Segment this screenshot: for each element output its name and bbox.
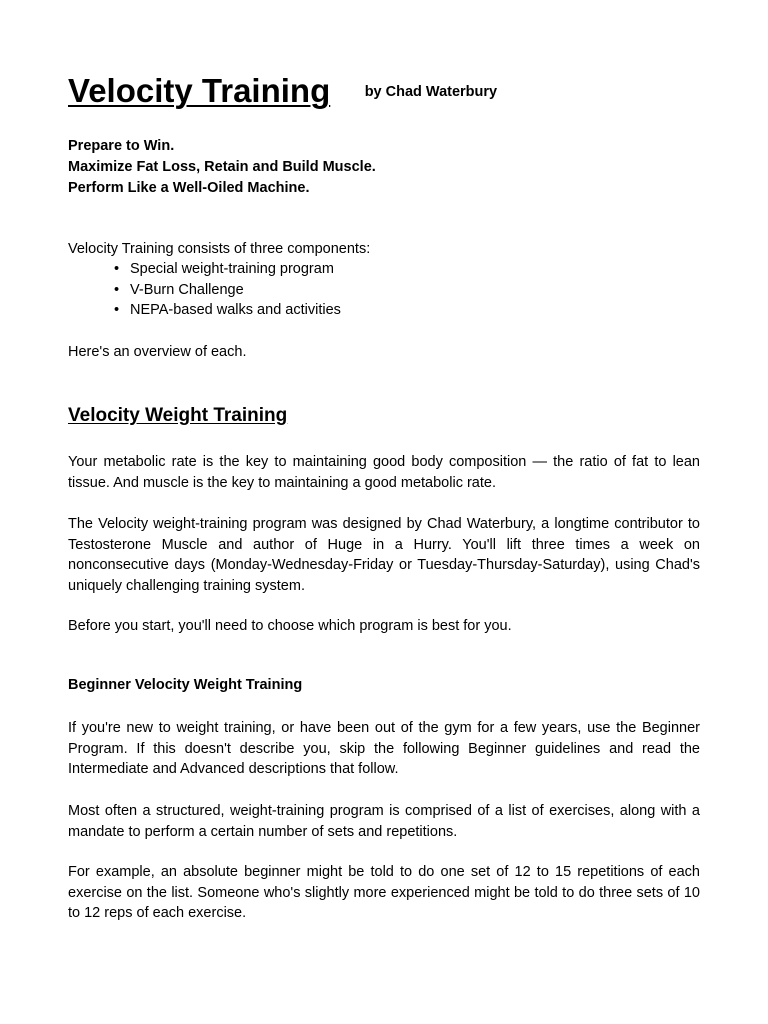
title-row bbox=[68, 72, 497, 110]
body-paragraph: If you're new to weight training, or have been out of the gym for a few years, use the Beginner Program. If this doesn't describe you, skip the following Beginner guidelines and read the Intermediate and Advanced descriptions that follow. bbox=[68, 720, 700, 778]
components-list bbox=[68, 259, 341, 321]
body-paragraph: Most often a structured, weight-training program is comprised of a list of exercises, along with a mandate to perform a certain number of sets and repetitions. bbox=[68, 803, 700, 840]
list-item bbox=[68, 300, 341, 321]
list-item-label: Special weight-training program bbox=[130, 261, 334, 277]
intro-paragraph: Velocity Training consists of three components: bbox=[68, 241, 371, 257]
tagline-line: Perform Like a Well-Oiled Machine. bbox=[68, 180, 310, 196]
body-paragraph: The Velocity weight-training program was designed by Chad Waterbury, a longtime contributor to Testosterone Muscle and author of Huge in a Hurry. You'll lift three times a week on nonconsecutive days (Monday-Wednesday-Friday or Tuesday-Thursday-Saturday), using Chad's uniquely challenging training system. bbox=[68, 516, 700, 594]
tagline bbox=[68, 136, 376, 199]
body-paragraph: For example, an absolute beginner might be told to do one set of 12 to 15 repetitions of each exercise on the list. Someone who's slightly more experienced might be told to do three sets of 10 to 12 reps of each exercise. bbox=[68, 864, 700, 922]
subsection-heading: Beginner Velocity Weight Training bbox=[68, 677, 303, 693]
bullet-icon: • bbox=[114, 261, 120, 277]
body-paragraph: Your metabolic rate is the key to maintaining good body composition — the ratio of fat to lean tissue. And muscle is the key to maintaining a good metabolic rate. bbox=[68, 454, 700, 491]
overview-paragraph: Here's an overview of each. bbox=[68, 344, 247, 360]
list-item-label: NEPA-based walks and activities bbox=[130, 302, 341, 319]
list-item bbox=[68, 280, 341, 301]
tagline-line: Maximize Fat Loss, Retain and Build Muscle. bbox=[68, 159, 376, 175]
bullet-icon: • bbox=[114, 302, 120, 319]
list-item-label: V-Burn Challenge bbox=[130, 281, 244, 298]
tagline-line: Prepare to Win. bbox=[68, 138, 175, 154]
section-heading: Velocity Weight Training bbox=[68, 405, 288, 426]
document-title: Velocity Training bbox=[68, 72, 331, 109]
bullet-icon: • bbox=[114, 281, 120, 298]
list-item bbox=[68, 259, 341, 280]
body-paragraph: Before you start, you'll need to choose which program is best for you. bbox=[68, 618, 512, 634]
author-byline: by Chad Waterbury bbox=[364, 84, 498, 100]
